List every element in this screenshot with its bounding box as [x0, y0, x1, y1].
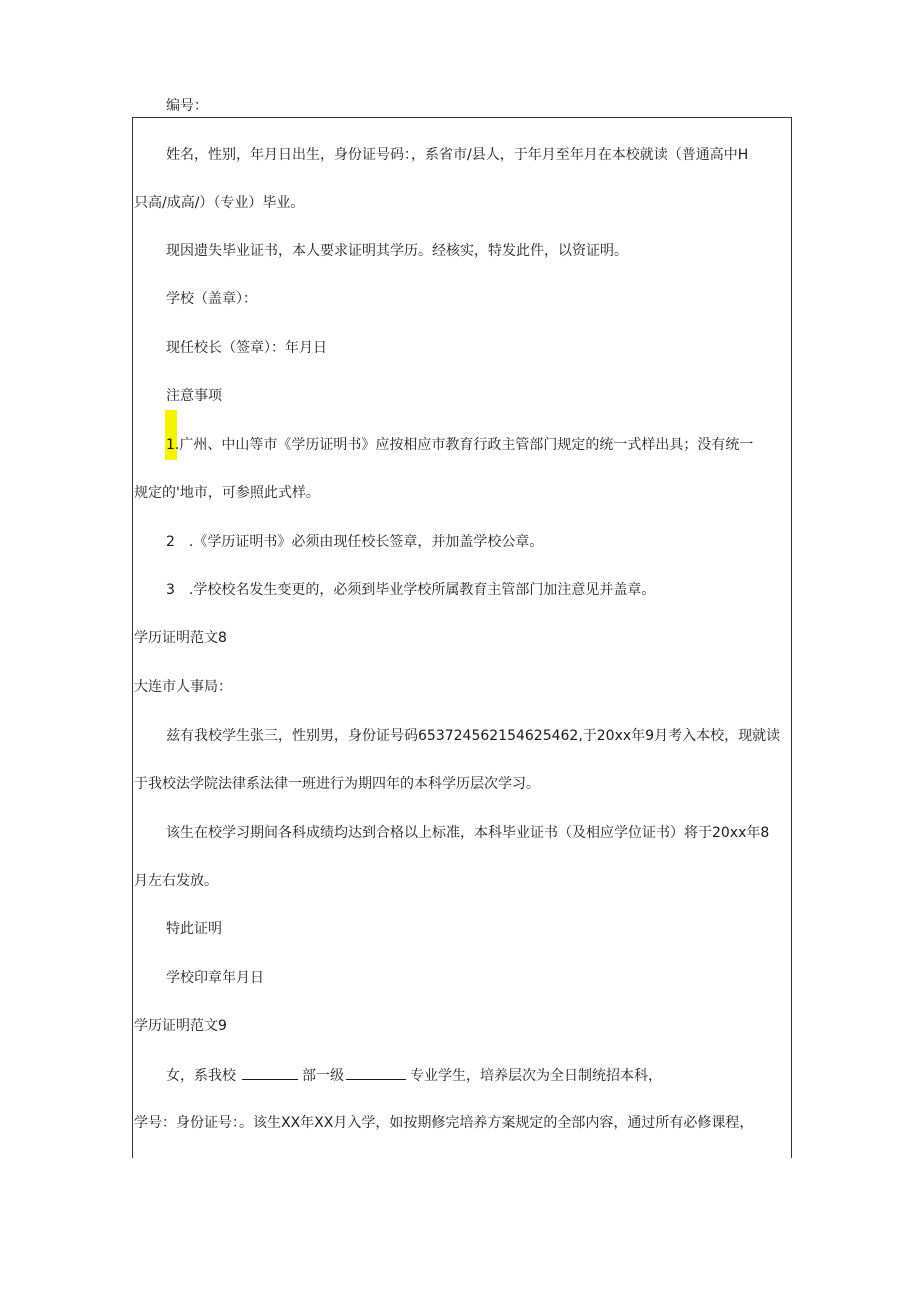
sample9-line1	[166, 1065, 662, 1086]
form-para1-line1: 姓名，性别，年月日出生，身份证号码：，系省市/县人，于年月至年月在本校就读（普通高中H	[166, 147, 749, 163]
blank-department	[242, 1065, 298, 1080]
sample8-addressee: 大连市人事局：	[134, 679, 232, 695]
sample8-para2-line2: 月左右发放。	[134, 873, 218, 889]
note2-text: .《学历证明书》必须由现任校长签章，并加盖学校公章。	[188, 534, 544, 550]
note3-text: .学校校名发生变更的，必须到毕业学校所属教育主管部门加注意见并盖章。	[188, 582, 656, 598]
note3	[166, 580, 655, 600]
principal-sign-line: 现任校长（签章）：年月日	[166, 340, 327, 356]
school-seal-line: 学校（盖章）：	[166, 291, 257, 307]
sample8-seal-date: 学校印章年月日	[166, 970, 264, 986]
blank-major	[346, 1065, 406, 1080]
note2-number: 2	[166, 534, 175, 550]
sample9-line1-part-c: 专业学生，培养层次为全日制统招本科，	[410, 1068, 662, 1084]
document-frame	[132, 117, 792, 1158]
notes-title: 注意事项	[166, 388, 222, 404]
sample8-para1-line2: 于我校法学院法律系法律一班进行为期四年的本科学历层次学习。	[134, 776, 540, 792]
sample9-title: 学历证明范文9	[134, 1018, 227, 1034]
number-label: 编号：	[166, 98, 208, 114]
sample8-para2-line1: 该生在校学习期间各科成绩均达到合格以上标准，本科毕业证书（及相应学位证书）将于20xx年8	[166, 825, 770, 841]
sample9-line1-part-a: 女，系我校	[166, 1068, 236, 1084]
form-para1-line2: 只高/成高/）（专业）毕业。	[134, 195, 305, 211]
note2	[166, 532, 543, 552]
note1-line2: 规定的'地市，可参照此式样。	[134, 485, 320, 501]
sample8-closing: 特此证明	[166, 921, 222, 937]
form-para2: 现因遗失毕业证书，本人要求证明其学历。经核实，特发此件，以资证明。	[166, 243, 628, 259]
sample9-line1-part-b: 部一级	[302, 1068, 344, 1084]
note3-number: 3	[166, 582, 175, 598]
sample8-para1-line1: 兹有我校学生张三，性别男，身份证号码653724562154625462,于20xx年9月考入本校，现就读	[166, 728, 781, 744]
sample8-title: 学历证明范文8	[134, 630, 227, 646]
sample9-line2: 学号：身份证号：。该生XX年XX月入学，如按期修完培养方案规定的全部内容，通过所有必修课程，	[134, 1115, 754, 1131]
note1-line1: 1.广州、中山等市《学历证明书》应按相应市教育行政主管部门规定的统一式样出具；没有统一	[166, 437, 754, 453]
